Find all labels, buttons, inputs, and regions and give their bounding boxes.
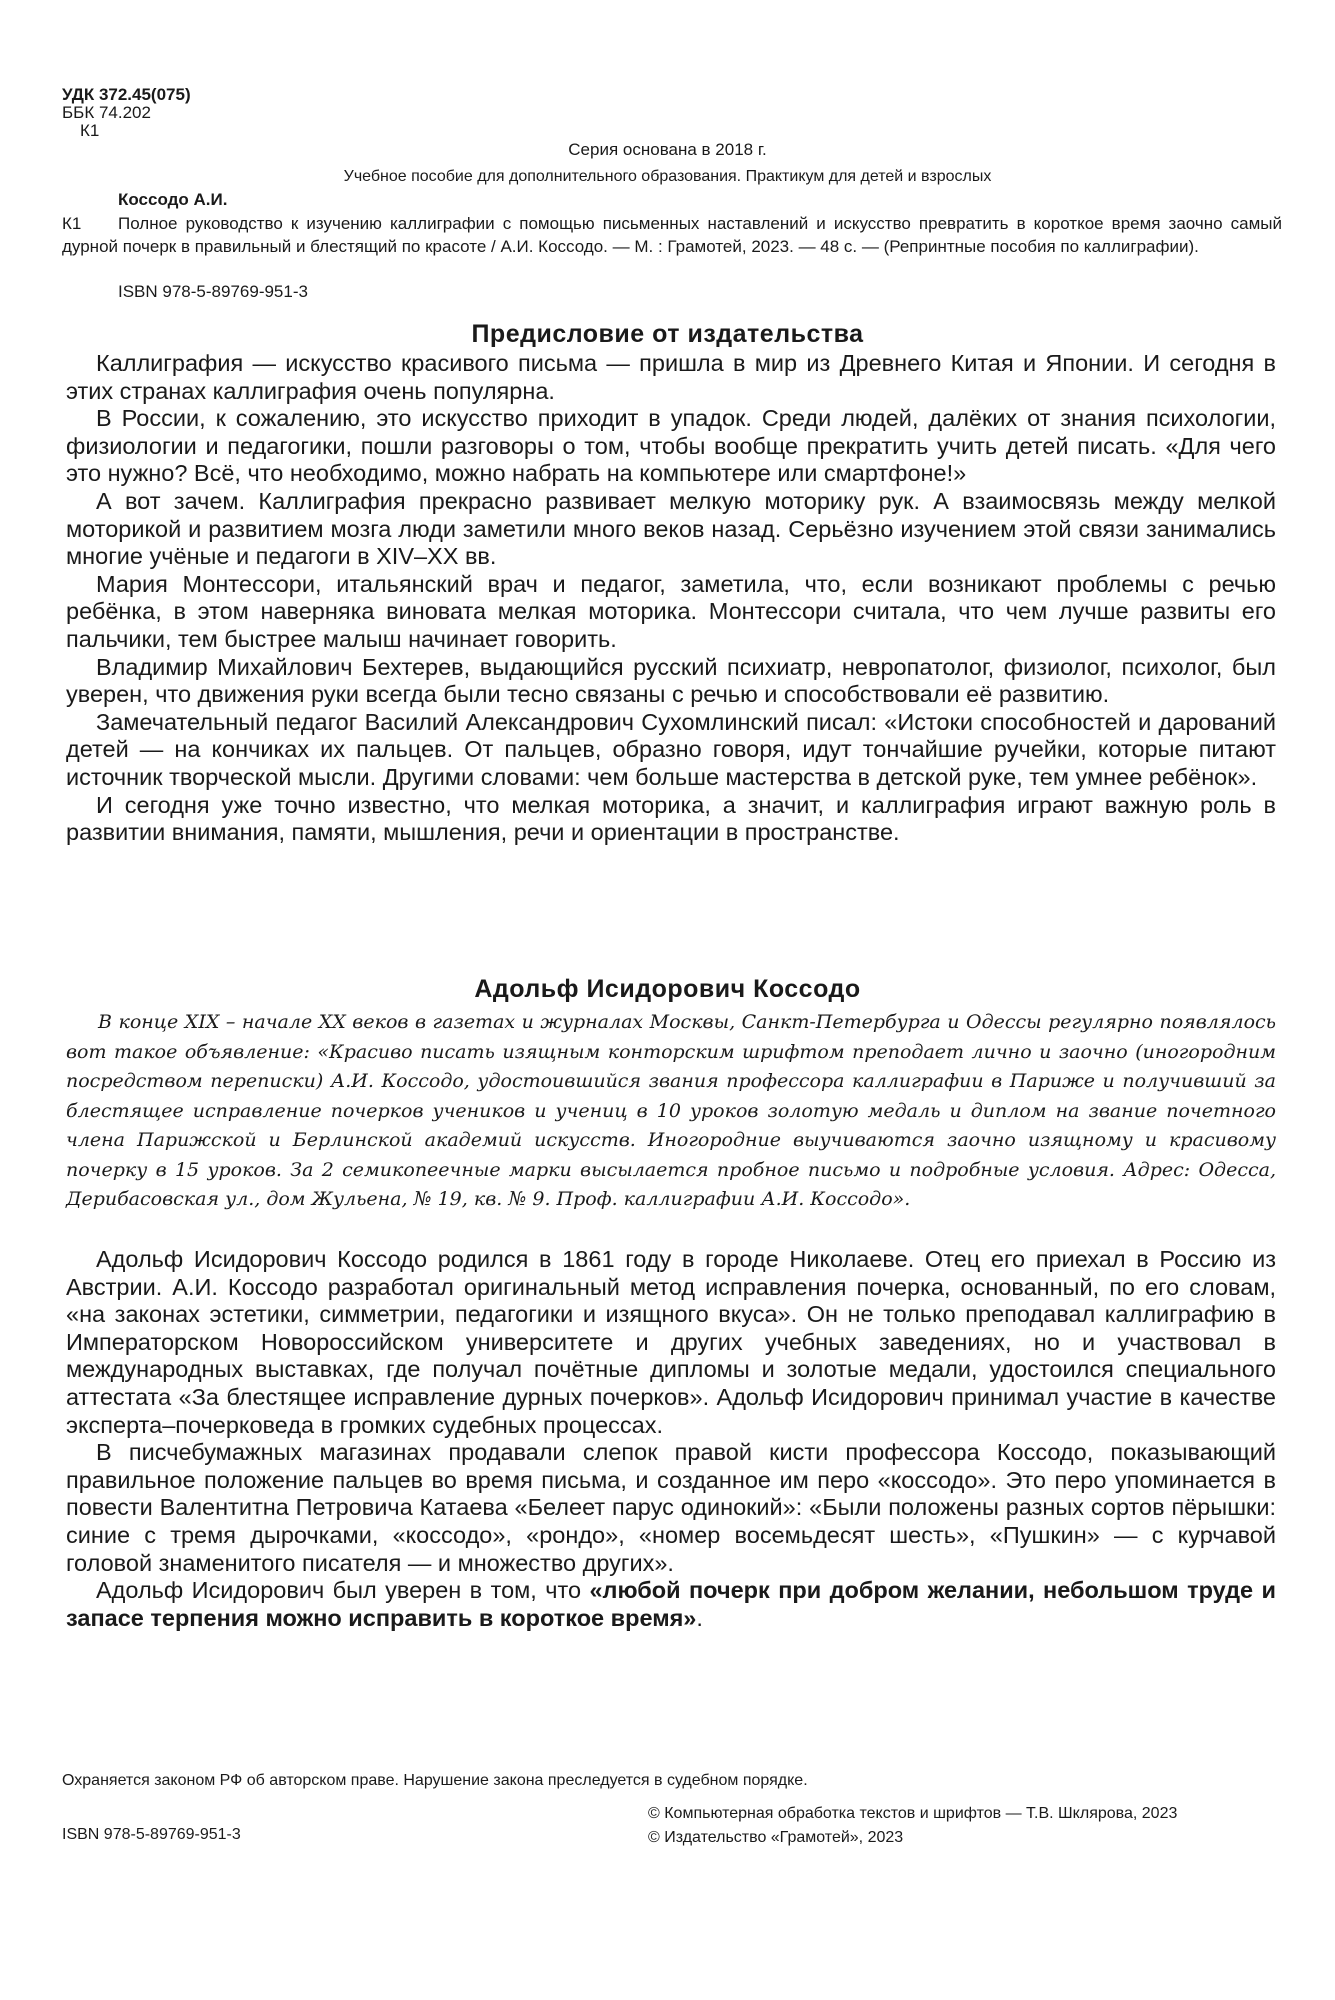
preface-paragraph: В России, к сожалению, это искусство приходит в упадок. Среди людей, далёких от знания психологии, физиологии и педагогики, пошли разговоры о том, чтобы вообще прекратить учить детей писать. «Для чего это нужно? Всё, что необходимо, можно набрать на компьютере или смартфоне!» — [66, 405, 1276, 487]
bbk-code: ББК 74.202 — [62, 103, 151, 122]
biography-conclusion — [66, 1577, 1276, 1632]
footer-isbn: ISBN 978-5-89769-951-3 — [62, 1826, 241, 1843]
bib-isbn: ISBN 978-5-89769-951-3 — [118, 282, 308, 301]
copyright-notice: Охраняется законом РФ об авторском праве. Нарушение закона преследуется в судебном порядке. — [62, 1772, 808, 1789]
conclusion-suffix: . — [696, 1604, 703, 1631]
preface-paragraph: Замечательный педагог Василий Александрович Сухомлинский писал: «Истоки способностей и дарований детей — на кончиках их пальцев. От пальцев, образно говоря, идут тончайшие ручейки, которые питают источник творческой мысли. Другими словами: чем больше мастерства в детской руке, тем умнее ребёнок». — [66, 708, 1276, 790]
bib-description — [62, 212, 1282, 258]
preface-paragraph: Мария Монтессори, итальянский врач и педагог, заметила, что, если возникают проблемы с речью ребёнка, в этом наверняка виновата мелкая моторика. Монтессори считала, что чем лучше развиты его пальчики, тем быстрее малыш начинает говорить. — [66, 570, 1276, 652]
preface-paragraph: А вот зачем. Каллиграфия прекрасно развивает мелкую моторику рук. А взаимосвязь между мелкой моторикой и развитием мозга люди заметили много веков назад. Серьёзно изучением этой связи занимались многие учёные и педагоги в XIV–XX вв. — [66, 487, 1276, 570]
copyright-publisher: © Издательство «Грамотей», 2023 — [648, 1829, 904, 1846]
conclusion-prefix: Адольф Исидорович был уверен в том, что — [96, 1577, 590, 1604]
copyright-processing: © Компьютерная обработка текстов и шрифтов — Т.В. Шклярова, 2023 — [648, 1805, 1178, 1822]
preface-paragraph: Владимир Михайлович Бехтерев, выдающийся русский психиатр, невропатолог, физиолог, психолог, был уверен, что движения руки всегда были тесно связаны с речью и способствовали её развитию. — [66, 653, 1276, 708]
bib-description-text: Полное руководство к изучению каллиграфии с помощью письменных наставлений и искусство превратить в короткое время заочно самый дурной почерк в правильный и блестящий по красоте / А.И. Коссодо. — М. : Грамотей, 2023. — 48 с. — (Репринтные пособия по каллиграфии). — [62, 214, 1282, 256]
preface-paragraph: И сегодня уже точно известно, что мелкая моторика, а значит, и каллиграфия играют важную роль в развитии внимания, памяти, мышления, речи и ориентации в пространстве. — [66, 791, 1276, 846]
biography-text — [66, 1246, 1276, 1632]
preface-paragraph: Каллиграфия — искусство красивого письма — пришла в мир из Древнего Китая и Японии. И сегодня в этих странах каллиграфия очень популярна. — [66, 350, 1276, 404]
handwritten-advert: В конце XIX – начале XX веков в газетах и журналах Москвы, Санкт-Петербурга и Одессы регулярно появлялось вот такое объявление: «Красиво писать изящным конторским шрифтом преподает лично и заочно (иногородним посредством переписки) А.И. Коссодо, удостоившийся звания профессора каллиграфии в Париже и получивший за блестящее исправление почерков учеников и учениц в 10 уроков золотую медаль и диплом на звание почетного члена Парижской и Берлинской академий искусств. Иногородние выучиваются заочно изящному и красивому почерку в 15 уроков. За 2 семикопеечные марки высылается пробное письмо и подробные условия. Адрес: Одесса, Дерибасовская ул., дом Жульена, № 19, кв. № 9. Проф. каллиграфии А.И. Коссодо». — [66, 1011, 1276, 1210]
preface-text — [66, 350, 1276, 847]
series-type: Учебное пособие для дополнительного образования. Практикум для детей и взрослых — [343, 168, 992, 185]
biography-paragraph: В писчебумажных магазинах продавали слепок правой кисти профессора Коссодо, показывающий правильное положение пальцев во время письма, и созданное им перо «коссодо». Это перо упоминается в повести Валентитна Петровича Катаева «Белеет парус одинокий»: «Были положены разных сортов пёрышки: синие с тремя дырочками, «коссодо», «рондо», «номер восемьдесят шесть», «Пушкин» — с курчавой головой знаменитого писателя — и множество других». — [66, 1439, 1276, 1576]
udk-label: УДК — [62, 85, 95, 104]
biography-title: Адольф Исидорович Коссодо — [474, 975, 861, 1003]
udk-code: 372.45(075) — [98, 85, 191, 104]
series-founded: Серия основана в 2018 г. — [568, 140, 767, 159]
preface-title: Предисловие от издательства — [471, 320, 864, 348]
conclusion-quote: «любой почерк при добром желании, небольшом труде и запасе терпения можно исправить в короткое время» — [66, 1577, 1276, 1631]
biography-paragraph: Адольф Исидорович Коссодо родился в 1861 году в городе Николаеве. Отец его приехал в Россию из Австрии. А.И. Коссодо разработал оригинальный метод исправления почерка, основанный, по его словам, «на законах эстетики, симметрии, педагогики и изящного вкуса». Он не только преподавал каллиграфию в Императорском Новороссийском университете и других учебных заведениях, но и участвовал в международных выставках, где получал почётные дипломы и золотые медали, удостоился специального аттестата «За блестящее исправление дурных почерков». Адольф Исидорович принимал участие в качестве эксперта–почерковеда в громких судебных процессах. — [66, 1246, 1276, 1438]
bib-author: Коссодо А.И. — [118, 190, 228, 209]
bib-index: К1 — [62, 214, 82, 233]
classification-block — [62, 86, 191, 140]
author-index: К1 — [80, 121, 100, 140]
